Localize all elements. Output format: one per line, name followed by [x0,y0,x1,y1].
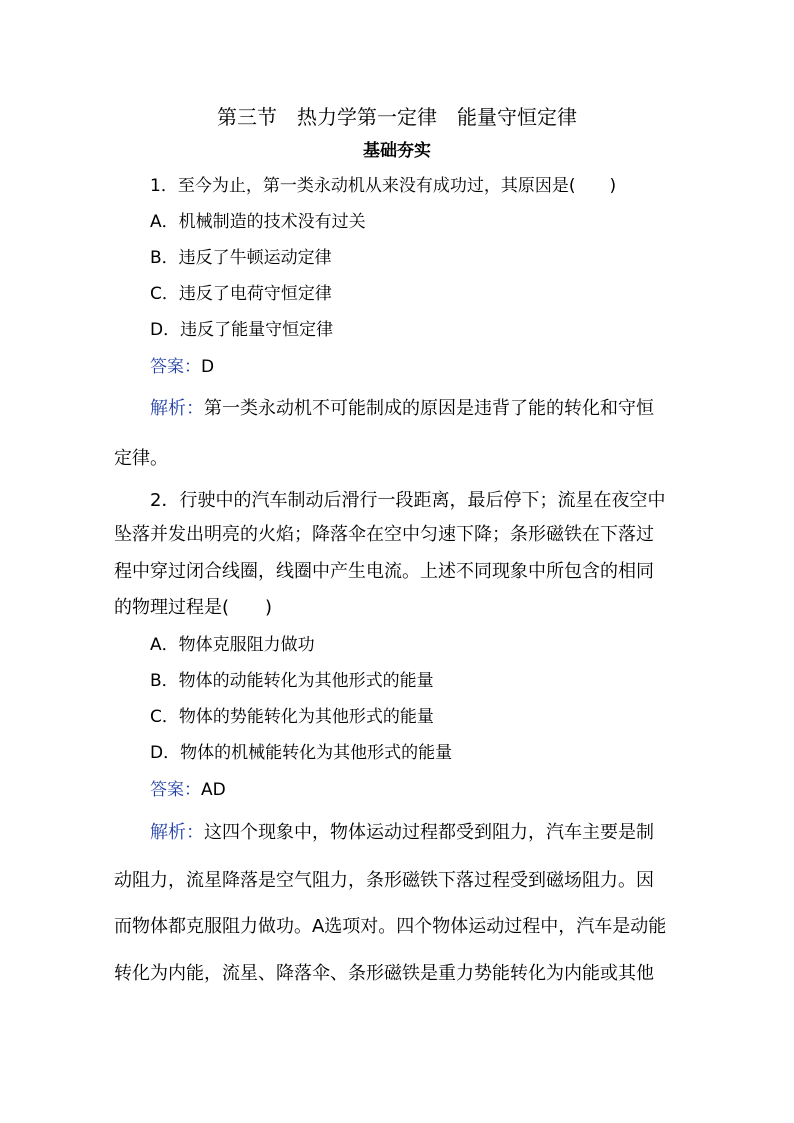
question-2-option-c: C．物体的势能转化为其他形式的能量 [150,707,434,727]
question-2-analysis-line-2: 动阻力，流星降落是空气阻力，条形磁铁下落过程受到磁场阻力。因 [114,870,654,891]
question-2-option-a: A．物体克服阻力做功 [150,635,315,655]
page-title: 第三节 热力学第一定律 能量守恒定律 [217,105,577,129]
question-1-option-b: B．违反了牛顿运动定律 [150,248,332,268]
question-2-option-b: B．物体的动能转化为其他形式的能量 [150,671,434,691]
question-2-stem-line-1: 2．行驶中的汽车制动后滑行一段距离，最后停下；流星在夜空中 [150,490,666,511]
section-heading: 基础夯实 [363,141,431,161]
question-1-analysis-line-1 [150,400,654,418]
question-1-answer [150,359,214,376]
answer-label: 答案： [150,357,201,377]
question-2-stem-line-4: 的物理过程是( ) [114,597,273,618]
analysis-text: 第一类永动机不可能制成的原因是违背了能的转化和守恒 [204,398,654,419]
question-1-option-c: C．违反了电荷守恒定律 [150,284,332,304]
question-2-stem-line-2: 坠落并发出明亮的火焰；降落伞在空中匀速下降；条形磁铁在下落过 [114,524,654,545]
answer-value: AD [201,780,226,800]
analysis-label: 解析： [150,398,204,419]
answer-value: D [201,357,215,377]
question-2-option-d: D．物体的机械能转化为其他形式的能量 [150,743,453,763]
question-2-answer [150,782,226,799]
analysis-text: 这四个现象中，物体运动过程都受到阻力，汽车主要是制 [204,822,654,843]
question-1-option-d: D．违反了能量守恒定律 [150,320,334,340]
answer-label: 答案： [150,780,201,800]
question-1-stem: 1．至今为止，第一类永动机从来没有成功过，其原因是( ) [150,176,617,196]
question-2-analysis-line-3: 而物体都克服阻力做功。A选项对。四个物体运动过程中，汽车是动能 [114,916,667,937]
question-1-option-a: A．机械制造的技术没有过关 [150,212,366,232]
question-2-analysis-line-4: 转化为内能，流星、降落伞、条形磁铁是重力势能转化为内能或其他 [114,963,654,984]
question-2-stem-line-3: 程中穿过闭合线圈，线圈中产生电流。上述不同现象中所包含的相同 [114,561,654,582]
question-1-analysis-line-2: 定律。 [114,448,168,469]
analysis-label: 解析： [150,822,204,843]
question-2-analysis-line-1 [150,824,654,842]
